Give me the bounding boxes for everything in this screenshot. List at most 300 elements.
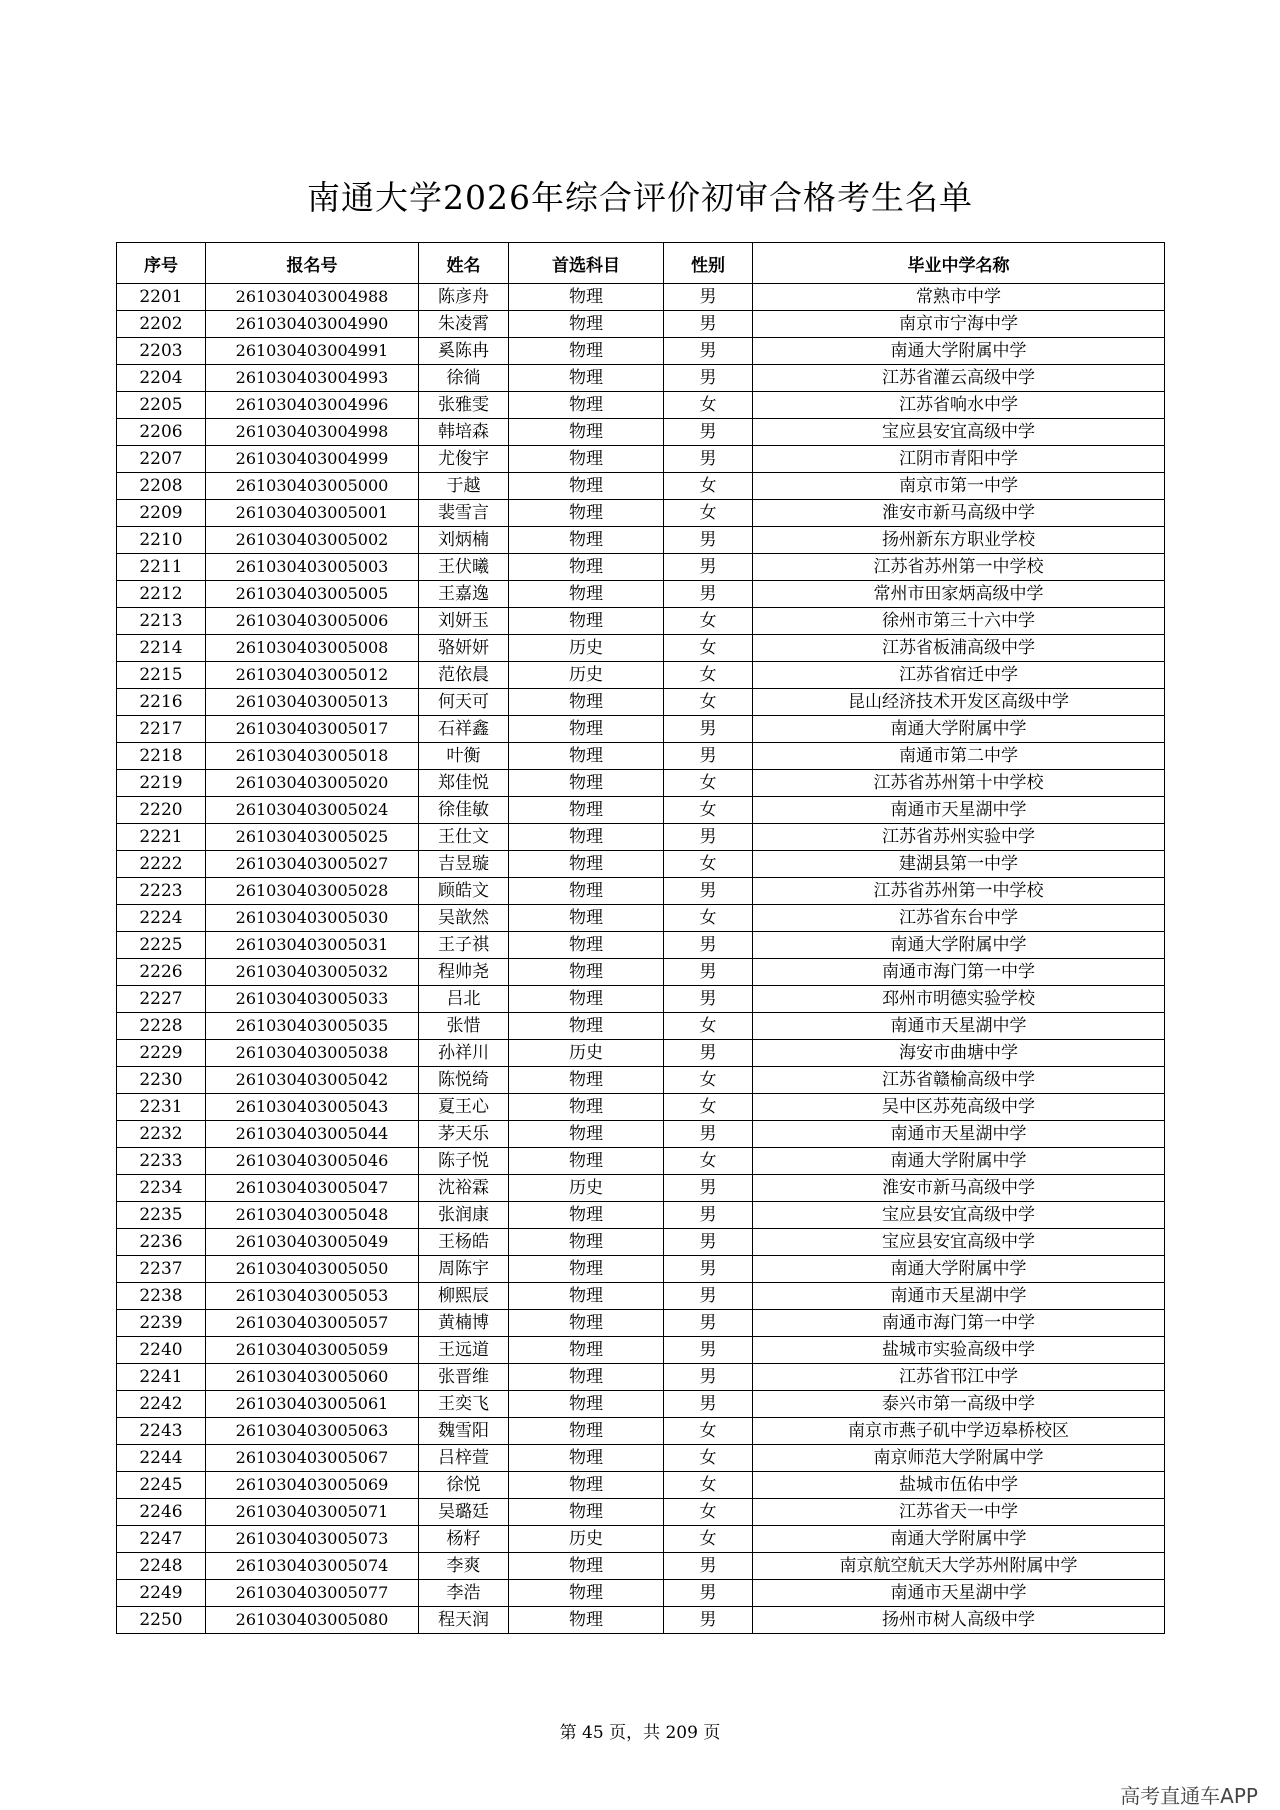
school-cell: 江苏省东台中学 [753, 905, 1165, 932]
school-cell: 吴中区苏苑高级中学 [753, 1094, 1165, 1121]
gender-cell: 女 [664, 1418, 753, 1445]
gender-cell: 男 [664, 446, 753, 473]
name-cell: 朱凌霄 [419, 311, 509, 338]
seq-cell: 2214 [117, 635, 206, 662]
school-cell: 淮安市新马高级中学 [753, 500, 1165, 527]
gender-cell: 男 [664, 1202, 753, 1229]
subject-cell: 物理 [509, 1202, 664, 1229]
subject-cell: 物理 [509, 1607, 664, 1634]
school-cell: 扬州新东方职业学校 [753, 527, 1165, 554]
reg-no-cell: 261030403004999 [206, 446, 419, 473]
school-cell: 南通市海门第一中学 [753, 1310, 1165, 1337]
gender-cell: 男 [664, 311, 753, 338]
seq-cell: 2208 [117, 473, 206, 500]
reg-no-cell: 261030403005053 [206, 1283, 419, 1310]
table-row [117, 1337, 1165, 1364]
name-cell: 王仕文 [419, 824, 509, 851]
school-cell: 南京市燕子矶中学迈皋桥校区 [753, 1418, 1165, 1445]
school-cell: 南京师范大学附属中学 [753, 1445, 1165, 1472]
gender-cell: 男 [664, 1040, 753, 1067]
school-cell: 南通市天星湖中学 [753, 1121, 1165, 1148]
reg-no-cell: 261030403004996 [206, 392, 419, 419]
reg-no-cell: 261030403004998 [206, 419, 419, 446]
reg-no-cell: 261030403005067 [206, 1445, 419, 1472]
subject-cell: 物理 [509, 851, 664, 878]
reg-no-cell: 261030403005032 [206, 959, 419, 986]
reg-no-cell: 261030403005044 [206, 1121, 419, 1148]
table-row [117, 851, 1165, 878]
school-cell: 南通市天星湖中学 [753, 1580, 1165, 1607]
subject-cell: 物理 [509, 1472, 664, 1499]
school-cell: 盐城市实验高级中学 [753, 1337, 1165, 1364]
seq-cell: 2221 [117, 824, 206, 851]
table-row [117, 743, 1165, 770]
school-cell: 江阴市青阳中学 [753, 446, 1165, 473]
school-cell: 宝应县安宜高级中学 [753, 1229, 1165, 1256]
subject-cell: 物理 [509, 419, 664, 446]
gender-cell: 女 [664, 1499, 753, 1526]
reg-no-cell: 261030403005059 [206, 1337, 419, 1364]
gender-cell: 男 [664, 1310, 753, 1337]
subject-cell: 物理 [509, 554, 664, 581]
table-row [117, 1499, 1165, 1526]
subject-cell: 物理 [509, 527, 664, 554]
table-row [117, 284, 1165, 311]
name-cell: 李爽 [419, 1553, 509, 1580]
school-cell: 南通大学附属中学 [753, 338, 1165, 365]
subject-cell: 物理 [509, 905, 664, 932]
seq-cell: 2230 [117, 1067, 206, 1094]
seq-cell: 2233 [117, 1148, 206, 1175]
name-cell: 杨籽 [419, 1526, 509, 1553]
school-cell: 南通市天星湖中学 [753, 1283, 1165, 1310]
table-row [117, 1553, 1165, 1580]
subject-cell: 历史 [509, 635, 664, 662]
seq-cell: 2225 [117, 932, 206, 959]
header-school: 毕业中学名称 [753, 243, 1165, 284]
school-cell: 江苏省宿迁中学 [753, 662, 1165, 689]
subject-cell: 历史 [509, 662, 664, 689]
gender-cell: 女 [664, 770, 753, 797]
name-cell: 徐悦 [419, 1472, 509, 1499]
seq-cell: 2238 [117, 1283, 206, 1310]
reg-no-cell: 261030403005061 [206, 1391, 419, 1418]
name-cell: 吕梓萱 [419, 1445, 509, 1472]
table-row [117, 1526, 1165, 1553]
seq-cell: 2242 [117, 1391, 206, 1418]
reg-no-cell: 261030403005024 [206, 797, 419, 824]
name-cell: 王子祺 [419, 932, 509, 959]
gender-cell: 男 [664, 527, 753, 554]
reg-no-cell: 261030403005030 [206, 905, 419, 932]
school-cell: 盐城市伍佑中学 [753, 1472, 1165, 1499]
reg-no-cell: 261030403005006 [206, 608, 419, 635]
gender-cell: 男 [664, 1229, 753, 1256]
name-cell: 刘妍玉 [419, 608, 509, 635]
seq-cell: 2246 [117, 1499, 206, 1526]
school-cell: 昆山经济技术开发区高级中学 [753, 689, 1165, 716]
name-cell: 陈彦舟 [419, 284, 509, 311]
table-row [117, 392, 1165, 419]
name-cell: 魏雪阳 [419, 1418, 509, 1445]
name-cell: 于越 [419, 473, 509, 500]
subject-cell: 物理 [509, 473, 664, 500]
name-cell: 李浩 [419, 1580, 509, 1607]
table-row [117, 1283, 1165, 1310]
table-body [117, 284, 1165, 1634]
gender-cell: 男 [664, 338, 753, 365]
school-cell: 南通大学附属中学 [753, 716, 1165, 743]
reg-no-cell: 261030403005042 [206, 1067, 419, 1094]
reg-no-cell: 261030403005013 [206, 689, 419, 716]
subject-cell: 历史 [509, 1175, 664, 1202]
gender-cell: 男 [664, 1580, 753, 1607]
name-cell: 王奕飞 [419, 1391, 509, 1418]
table-row [117, 1580, 1165, 1607]
gender-cell: 女 [664, 1094, 753, 1121]
gender-cell: 男 [664, 284, 753, 311]
reg-no-cell: 261030403005003 [206, 554, 419, 581]
seq-cell: 2222 [117, 851, 206, 878]
gender-cell: 男 [664, 878, 753, 905]
table-row [117, 1094, 1165, 1121]
table-row [117, 1391, 1165, 1418]
subject-cell: 物理 [509, 716, 664, 743]
school-cell: 淮安市新马高级中学 [753, 1175, 1165, 1202]
header-seq: 序号 [117, 243, 206, 284]
name-cell: 吕北 [419, 986, 509, 1013]
school-cell: 南京市宁海中学 [753, 311, 1165, 338]
seq-cell: 2206 [117, 419, 206, 446]
table-row [117, 1607, 1165, 1634]
seq-cell: 2241 [117, 1364, 206, 1391]
gender-cell: 女 [664, 500, 753, 527]
reg-no-cell: 261030403005028 [206, 878, 419, 905]
name-cell: 柳熙辰 [419, 1283, 509, 1310]
seq-cell: 2219 [117, 770, 206, 797]
name-cell: 孙祥川 [419, 1040, 509, 1067]
gender-cell: 男 [664, 1391, 753, 1418]
school-cell: 江苏省响水中学 [753, 392, 1165, 419]
gender-cell: 男 [664, 419, 753, 446]
name-cell: 叶衡 [419, 743, 509, 770]
subject-cell: 物理 [509, 824, 664, 851]
subject-cell: 物理 [509, 338, 664, 365]
name-cell: 王杨皓 [419, 1229, 509, 1256]
subject-cell: 物理 [509, 797, 664, 824]
name-cell: 程天润 [419, 1607, 509, 1634]
table-row [117, 905, 1165, 932]
seq-cell: 2217 [117, 716, 206, 743]
school-cell: 江苏省苏州第一中学校 [753, 554, 1165, 581]
seq-cell: 2205 [117, 392, 206, 419]
subject-cell: 物理 [509, 1499, 664, 1526]
subject-cell: 物理 [509, 932, 664, 959]
subject-cell: 物理 [509, 581, 664, 608]
table-row [117, 986, 1165, 1013]
name-cell: 裴雪言 [419, 500, 509, 527]
reg-no-cell: 261030403005025 [206, 824, 419, 851]
subject-cell: 物理 [509, 1013, 664, 1040]
gender-cell: 男 [664, 932, 753, 959]
table-row [117, 770, 1165, 797]
subject-cell: 物理 [509, 500, 664, 527]
subject-cell: 物理 [509, 311, 664, 338]
name-cell: 吴璐廷 [419, 1499, 509, 1526]
table-row [117, 581, 1165, 608]
page-number: 第 45 页，共 209 页 [559, 1723, 721, 1743]
seq-cell: 2209 [117, 500, 206, 527]
name-cell: 周陈宇 [419, 1256, 509, 1283]
school-cell: 江苏省灌云高级中学 [753, 365, 1165, 392]
table-row [117, 1067, 1165, 1094]
table-row [117, 932, 1165, 959]
seq-cell: 2232 [117, 1121, 206, 1148]
school-cell: 南通市天星湖中学 [753, 1013, 1165, 1040]
table-row [117, 959, 1165, 986]
name-cell: 吴歆然 [419, 905, 509, 932]
reg-no-cell: 261030403005046 [206, 1148, 419, 1175]
table-row [117, 1445, 1165, 1472]
seq-cell: 2249 [117, 1580, 206, 1607]
gender-cell: 女 [664, 608, 753, 635]
subject-cell: 物理 [509, 1121, 664, 1148]
school-cell: 江苏省板浦高级中学 [753, 635, 1165, 662]
reg-no-cell: 261030403005008 [206, 635, 419, 662]
subject-cell: 物理 [509, 608, 664, 635]
school-cell: 南通大学附属中学 [753, 1148, 1165, 1175]
reg-no-cell: 261030403004988 [206, 284, 419, 311]
subject-cell: 物理 [509, 959, 664, 986]
table-row [117, 716, 1165, 743]
name-cell: 陈子悦 [419, 1148, 509, 1175]
table-row [117, 554, 1165, 581]
name-cell: 徐徜 [419, 365, 509, 392]
seq-cell: 2229 [117, 1040, 206, 1067]
seq-cell: 2226 [117, 959, 206, 986]
seq-cell: 2250 [117, 1607, 206, 1634]
table-row [117, 1364, 1165, 1391]
gender-cell: 男 [664, 581, 753, 608]
name-cell: 骆妍妍 [419, 635, 509, 662]
school-cell: 常熟市中学 [753, 284, 1165, 311]
table-row [117, 1175, 1165, 1202]
gender-cell: 女 [664, 392, 753, 419]
school-cell: 南通市天星湖中学 [753, 797, 1165, 824]
school-cell: 南通大学附属中学 [753, 1526, 1165, 1553]
reg-no-cell: 261030403005027 [206, 851, 419, 878]
gender-cell: 男 [664, 1607, 753, 1634]
seq-cell: 2239 [117, 1310, 206, 1337]
school-cell: 建湖县第一中学 [753, 851, 1165, 878]
name-cell: 张润康 [419, 1202, 509, 1229]
page-title: 南通大学2026年综合评价初审合格考生名单 [307, 178, 973, 217]
name-cell: 沈裕霖 [419, 1175, 509, 1202]
school-cell: 南京市第一中学 [753, 473, 1165, 500]
name-cell: 夏王心 [419, 1094, 509, 1121]
subject-cell: 物理 [509, 1580, 664, 1607]
table-row [117, 1472, 1165, 1499]
header-subject: 首选科目 [509, 243, 664, 284]
reg-no-cell: 261030403005018 [206, 743, 419, 770]
subject-cell: 物理 [509, 365, 664, 392]
school-cell: 南通市海门第一中学 [753, 959, 1165, 986]
seq-cell: 2237 [117, 1256, 206, 1283]
seq-cell: 2207 [117, 446, 206, 473]
subject-cell: 物理 [509, 1148, 664, 1175]
reg-no-cell: 261030403005031 [206, 932, 419, 959]
school-cell: 泰兴市第一高级中学 [753, 1391, 1165, 1418]
gender-cell: 女 [664, 797, 753, 824]
name-cell: 王嘉逸 [419, 581, 509, 608]
school-cell: 江苏省苏州第一中学校 [753, 878, 1165, 905]
reg-no-cell: 261030403005073 [206, 1526, 419, 1553]
gender-cell: 女 [664, 851, 753, 878]
gender-cell: 女 [664, 1445, 753, 1472]
seq-cell: 2247 [117, 1526, 206, 1553]
header-reg-no: 报名号 [206, 243, 419, 284]
table-row [117, 1418, 1165, 1445]
subject-cell: 历史 [509, 1040, 664, 1067]
subject-cell: 物理 [509, 1310, 664, 1337]
school-cell: 南京航空航天大学苏州附属中学 [753, 1553, 1165, 1580]
school-cell: 江苏省赣榆高级中学 [753, 1067, 1165, 1094]
school-cell: 江苏省天一中学 [753, 1499, 1165, 1526]
reg-no-cell: 261030403004991 [206, 338, 419, 365]
subject-cell: 物理 [509, 1067, 664, 1094]
subject-cell: 物理 [509, 446, 664, 473]
table-row [117, 878, 1165, 905]
reg-no-cell: 261030403005057 [206, 1310, 419, 1337]
name-cell: 黄楠博 [419, 1310, 509, 1337]
subject-cell: 物理 [509, 1283, 664, 1310]
reg-no-cell: 261030403005035 [206, 1013, 419, 1040]
seq-cell: 2231 [117, 1094, 206, 1121]
table-row [117, 662, 1165, 689]
header-name: 姓名 [419, 243, 509, 284]
gender-cell: 女 [664, 1148, 753, 1175]
gender-cell: 女 [664, 1472, 753, 1499]
name-cell: 顾皓文 [419, 878, 509, 905]
name-cell: 奚陈冉 [419, 338, 509, 365]
seq-cell: 2236 [117, 1229, 206, 1256]
subject-cell: 物理 [509, 689, 664, 716]
seq-cell: 2215 [117, 662, 206, 689]
seq-cell: 2210 [117, 527, 206, 554]
subject-cell: 物理 [509, 1553, 664, 1580]
seq-cell: 2248 [117, 1553, 206, 1580]
subject-cell: 物理 [509, 878, 664, 905]
seq-cell: 2211 [117, 554, 206, 581]
gender-cell: 女 [664, 473, 753, 500]
subject-cell: 物理 [509, 284, 664, 311]
school-cell: 江苏省邗江中学 [753, 1364, 1165, 1391]
table-row [117, 527, 1165, 554]
table-row [117, 446, 1165, 473]
school-cell: 徐州市第三十六中学 [753, 608, 1165, 635]
school-cell: 江苏省苏州实验中学 [753, 824, 1165, 851]
subject-cell: 物理 [509, 1256, 664, 1283]
reg-no-cell: 261030403005077 [206, 1580, 419, 1607]
subject-cell: 物理 [509, 1337, 664, 1364]
reg-no-cell: 261030403005020 [206, 770, 419, 797]
seq-cell: 2245 [117, 1472, 206, 1499]
gender-cell: 男 [664, 1283, 753, 1310]
gender-cell: 男 [664, 824, 753, 851]
gender-cell: 女 [664, 1526, 753, 1553]
table-row [117, 1310, 1165, 1337]
reg-no-cell: 261030403005033 [206, 986, 419, 1013]
reg-no-cell: 261030403005000 [206, 473, 419, 500]
table-row [117, 1013, 1165, 1040]
table-row [117, 365, 1165, 392]
subject-cell: 物理 [509, 392, 664, 419]
table-row [117, 473, 1165, 500]
subject-cell: 物理 [509, 1229, 664, 1256]
name-cell: 韩培森 [419, 419, 509, 446]
reg-no-cell: 261030403005038 [206, 1040, 419, 1067]
subject-cell: 物理 [509, 770, 664, 797]
reg-no-cell: 261030403005043 [206, 1094, 419, 1121]
gender-cell: 男 [664, 554, 753, 581]
gender-cell: 男 [664, 716, 753, 743]
name-cell: 尤俊宇 [419, 446, 509, 473]
name-cell: 郑佳悦 [419, 770, 509, 797]
seq-cell: 2240 [117, 1337, 206, 1364]
subject-cell: 物理 [509, 1364, 664, 1391]
school-cell: 宝应县安宜高级中学 [753, 1202, 1165, 1229]
seq-cell: 2223 [117, 878, 206, 905]
reg-no-cell: 261030403005005 [206, 581, 419, 608]
seq-cell: 2227 [117, 986, 206, 1013]
subject-cell: 物理 [509, 986, 664, 1013]
school-cell: 南通大学附属中学 [753, 1256, 1165, 1283]
reg-no-cell: 261030403005048 [206, 1202, 419, 1229]
table-row [117, 1202, 1165, 1229]
name-cell: 陈悦绮 [419, 1067, 509, 1094]
gender-cell: 男 [664, 1553, 753, 1580]
reg-no-cell: 261030403005060 [206, 1364, 419, 1391]
seq-cell: 2244 [117, 1445, 206, 1472]
seq-cell: 2228 [117, 1013, 206, 1040]
seq-cell: 2202 [117, 311, 206, 338]
reg-no-cell: 261030403005080 [206, 1607, 419, 1634]
name-cell: 张雅雯 [419, 392, 509, 419]
reg-no-cell: 261030403004993 [206, 365, 419, 392]
table-row [117, 689, 1165, 716]
gender-cell: 男 [664, 1175, 753, 1202]
table-row [117, 311, 1165, 338]
gender-cell: 男 [664, 743, 753, 770]
header-gender: 性别 [664, 243, 753, 284]
reg-no-cell: 261030403005049 [206, 1229, 419, 1256]
name-cell: 吉昱璇 [419, 851, 509, 878]
name-cell: 何天可 [419, 689, 509, 716]
school-cell: 江苏省苏州第十中学校 [753, 770, 1165, 797]
name-cell: 刘炳楠 [419, 527, 509, 554]
name-cell: 程帅尧 [419, 959, 509, 986]
candidate-table [116, 242, 1165, 1634]
school-cell: 常州市田家炳高级中学 [753, 581, 1165, 608]
school-cell: 南通大学附属中学 [753, 932, 1165, 959]
gender-cell: 男 [664, 959, 753, 986]
gender-cell: 女 [664, 1013, 753, 1040]
name-cell: 王伏曦 [419, 554, 509, 581]
table-row [117, 1256, 1165, 1283]
table-row [117, 1040, 1165, 1067]
reg-no-cell: 261030403005074 [206, 1553, 419, 1580]
seq-cell: 2216 [117, 689, 206, 716]
